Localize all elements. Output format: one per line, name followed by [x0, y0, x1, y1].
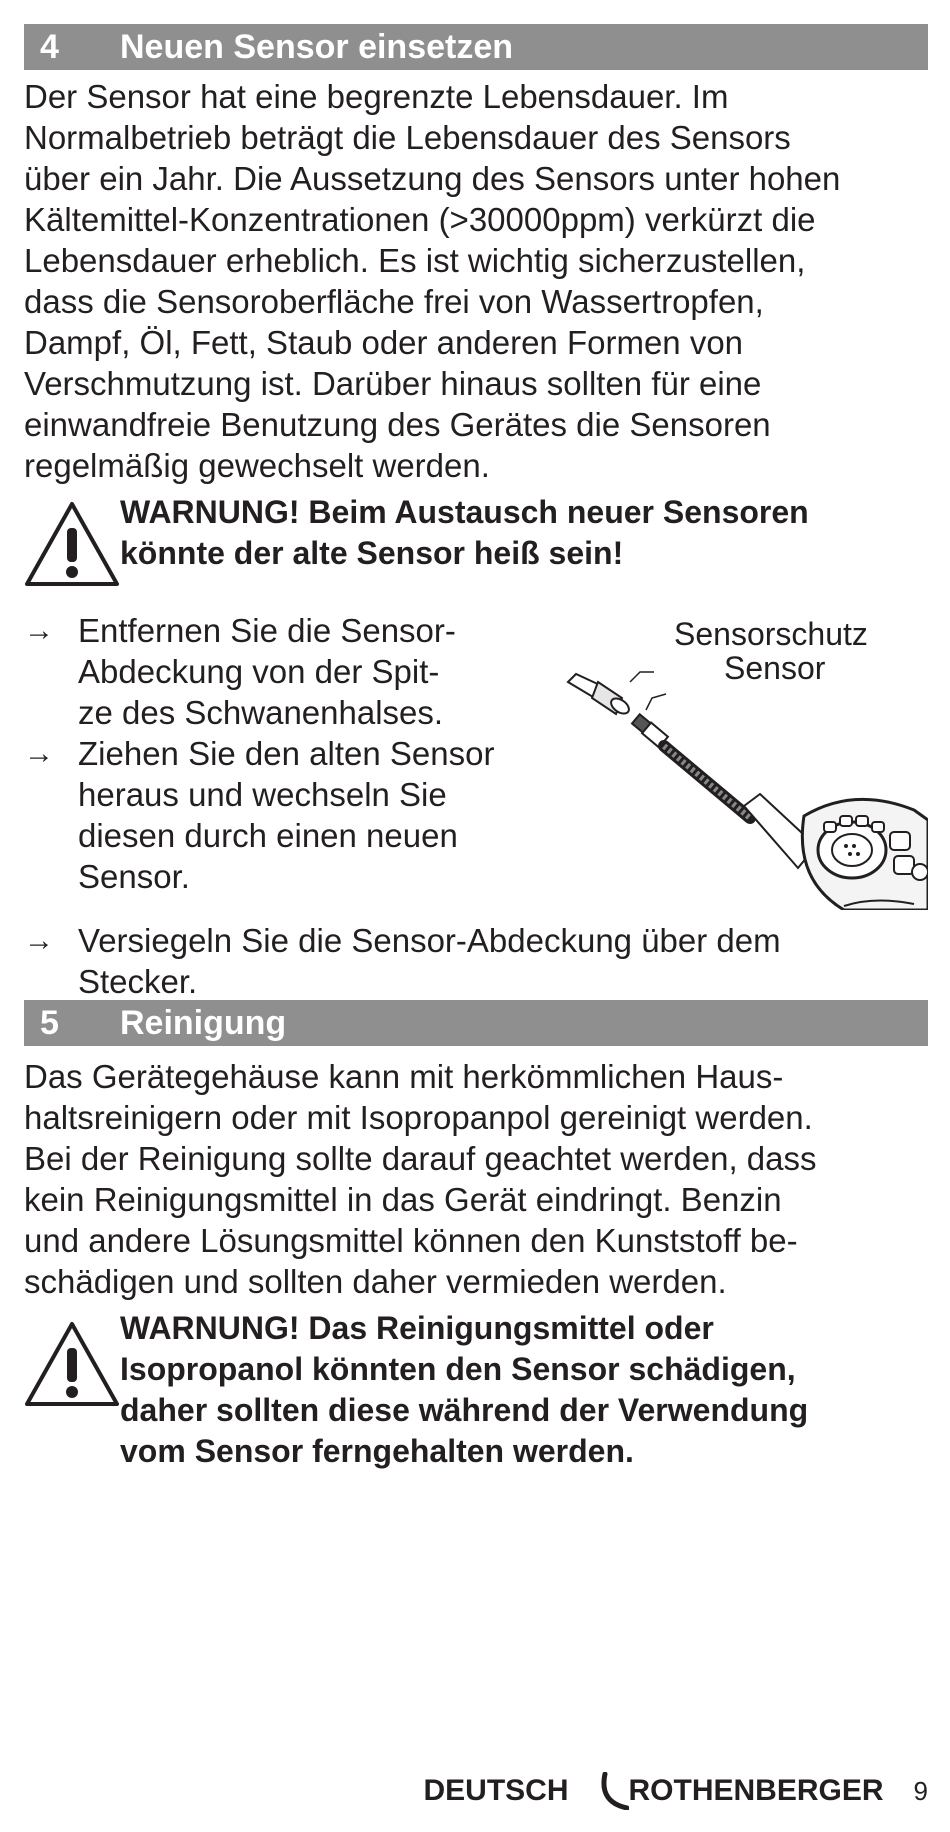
- text-line: Verschmutzung ist. Darüber hinaus sollten für eine: [24, 365, 762, 402]
- page-number: 9: [913, 1775, 928, 1806]
- section-5-heading: [24, 1000, 928, 1046]
- text-line: und andere Lösungsmittel können den Kunststoff be-: [24, 1222, 798, 1259]
- text-line: Bei der Reinigung sollte darauf geachtet werden, dass: [24, 1140, 817, 1177]
- section-4-title: Neuen Sensor einsetzen: [120, 28, 514, 66]
- text-line: diesen durch einen neuen: [78, 817, 458, 854]
- text-line: WARNUNG! Das Reinigungsmittel oder: [120, 1310, 714, 1346]
- brand-name: ROTHENBERGER: [628, 1774, 884, 1807]
- text-line: haltsreinigern oder mit Isopropanpol gereinigt werden.: [24, 1099, 813, 1136]
- warning-triangle-icon: [24, 500, 120, 588]
- section-5-warning: [24, 1308, 928, 1472]
- section-4-warning: [24, 492, 928, 588]
- text-line: dass die Sensoroberfläche frei von Wassertropfen,: [24, 283, 764, 320]
- text-line: WARNUNG! Beim Austausch neuer Sensoren: [120, 494, 809, 530]
- warning-text: [120, 1308, 928, 1472]
- text-line: regelmäßig gewechselt werden.: [24, 447, 490, 484]
- text-line: Abdeckung von der Spit-: [78, 653, 440, 690]
- text-line: über ein Jahr. Die Aussetzung des Sensors unter hohen: [24, 160, 841, 197]
- sensor-cover-drawing: [568, 674, 632, 717]
- text-line: Das Gerätegehäuse kann mit herkömmlichen Haus-: [24, 1058, 784, 1095]
- text-line: könnte der alte Sensor heiß sein!: [120, 535, 624, 571]
- text-line: ze des Schwanenhalses.: [78, 694, 444, 731]
- text-line: einwandfreie Benutzung des Gerätes die Sensoren: [24, 406, 771, 443]
- text-line: Sensor.: [78, 858, 190, 895]
- page-content: [24, 24, 928, 1472]
- label-sensor-cover: Sensorschutz: [674, 616, 868, 652]
- replacement-steps: [24, 610, 928, 1000]
- section-5-number: 5: [40, 1004, 59, 1042]
- text-line: kein Reinigungsmittel in das Gerät eindringt. Benzin: [24, 1181, 782, 1218]
- step-replace-sensor: [24, 733, 554, 897]
- text-line: Kältemittel-Konzentrationen (>30000ppm) verkürzt die: [24, 201, 816, 238]
- text-line: Lebensdauer erheblich. Es ist wichtig sicherzustellen,: [24, 242, 806, 279]
- label-sensor: Sensor: [724, 650, 826, 686]
- text-line: Entfernen Sie die Sensor-: [78, 612, 456, 649]
- step-remove-cover: [24, 610, 554, 733]
- footer-language: DEUTSCH: [423, 1774, 569, 1807]
- section-5-title: Reinigung: [120, 1004, 287, 1042]
- text-line: Versiegeln Sie die Sensor-Abdeckung über dem: [78, 922, 781, 959]
- sensor-illustration: [554, 610, 928, 910]
- arrow-right-icon: →: [24, 737, 54, 770]
- warning-text: [120, 492, 928, 574]
- warning-triangle-icon: [24, 1320, 120, 1408]
- text-line: heraus und wechseln Sie: [78, 776, 447, 813]
- text-line: Isopropanol könnten den Sensor schädigen,: [120, 1351, 796, 1387]
- brand-logo: [599, 1772, 884, 1810]
- steps-list: [24, 610, 554, 897]
- section-5-intro: [24, 1056, 928, 1302]
- text-line: daher sollten diese während der Verwendung: [120, 1392, 809, 1428]
- section-4-intro: [24, 76, 928, 486]
- text-line: vom Sensor ferngehalten werden.: [120, 1433, 634, 1469]
- arrow-right-icon: →: [24, 614, 54, 647]
- brand-arc-icon: [599, 1772, 629, 1810]
- text-line: Dampf, Öl, Fett, Staub oder anderen Formen von: [24, 324, 744, 361]
- section-4-number: 4: [40, 28, 59, 66]
- text-line: Normalbetrieb beträgt die Lebensdauer des Sensors: [24, 119, 791, 156]
- text-line: Stecker.: [78, 963, 198, 1000]
- page-footer: [424, 1772, 929, 1810]
- text-line: Der Sensor hat eine begrenzte Lebensdauer. Im: [24, 78, 729, 115]
- text-line: Ziehen Sie den alten Sensor: [78, 735, 495, 772]
- text-line: schädigen und sollten daher vermieden werden.: [24, 1263, 727, 1300]
- section-4-heading: [24, 24, 928, 70]
- step-seal-cover: [24, 920, 928, 1002]
- arrow-right-icon: →: [24, 924, 54, 957]
